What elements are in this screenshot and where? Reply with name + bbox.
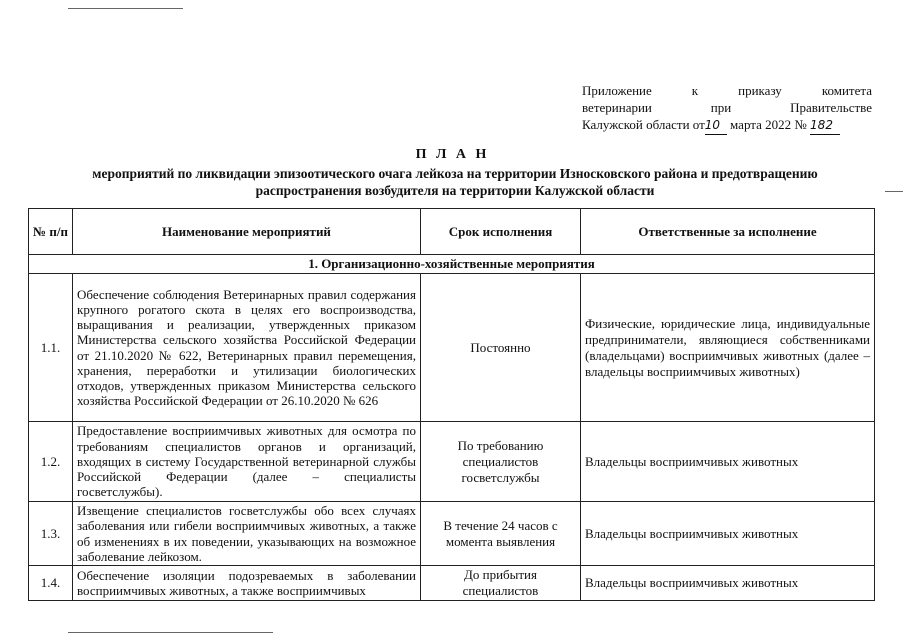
row-activity: Предоставление восприимчивых животных для осмотра по требованиям специалистов органов и организаций, входящих в систему Государственной ветеринарной службы Российской Федерации (далее – специалисты госветслужбы). [73, 422, 421, 502]
scan-artifact-top-line [68, 8, 183, 9]
appendix-note [582, 82, 872, 135]
scan-artifact-bottom-line [68, 632, 273, 633]
row-number: 1.4. [29, 566, 73, 601]
row-activity: Обеспечение соблюдения Ветеринарных правил содержания крупного рогатого скота в целях его воспроизводства, выращивания и реализации, утвержденных приказом Министерства сельского хозяйства Российской Федерации от 21.10.2020 № 622, Ветеринарных правил перемещения, хранения, переработки и утилизации биологических отходов, утвержденных приказом Министерства сельского хозяйства Российской Федерации от 26.10.2020 № 626 [73, 274, 421, 422]
plan-table [28, 208, 875, 601]
scan-artifact-right-line [885, 191, 903, 192]
subtitle-line-1: мероприятий по ликвидации эпизоотического очага лейкоза на территории Износковского района и предотвращению [92, 166, 818, 181]
appendix-line-3-prefix: Калужской области от [582, 117, 705, 132]
row-activity: Извещение специалистов госветслужбы обо всех случаях заболевания или гибели восприимчивых животных, а также об изменениях в их поведении, указывающих на возможное заболевание лейкозом. [73, 502, 421, 566]
row-responsible: Владельцы восприимчивых животных [581, 502, 875, 566]
row-term: По требованию специалистов госветслужбы [421, 422, 581, 502]
row-activity: Обеспечение изоляции подозреваемых в заболевании восприимчивых животных, а также восприимчивых [73, 566, 421, 601]
row-responsible: Владельцы восприимчивых животных [581, 422, 875, 502]
row-responsible: Физические, юридические лица, индивидуальные предприниматели, являющиеся собственниками (владельцами) восприимчивых животных (далее – владельцы восприимчивых животных) [581, 274, 875, 422]
table-row [29, 566, 875, 601]
appendix-line-3-mid: марта 2022 № [730, 117, 807, 132]
row-term: До прибытия специалистов [421, 566, 581, 601]
handwritten-order-number: 182 [810, 116, 840, 135]
document-subtitle [40, 165, 870, 199]
row-number: 1.1. [29, 274, 73, 422]
table-row [29, 422, 875, 502]
header-num: № п/п [29, 209, 73, 255]
row-number: 1.3. [29, 502, 73, 566]
subtitle-line-2: распространения возбудителя на территории Калужской области [255, 183, 655, 198]
row-number: 1.2. [29, 422, 73, 502]
row-term: Постоянно [421, 274, 581, 422]
appendix-line-1: Приложение к приказу комитета [582, 83, 872, 98]
section-row [29, 255, 875, 274]
header-term: Срок исполнения [421, 209, 581, 255]
table-header-row [29, 209, 875, 255]
row-term: В течение 24 часов с момента выявления [421, 502, 581, 566]
document-title: П Л А Н [415, 147, 490, 162]
table-row [29, 274, 875, 422]
header-responsible: Ответственные за исполнение [581, 209, 875, 255]
header-name: Наименование мероприятий [73, 209, 421, 255]
handwritten-date-day: 10 [705, 116, 727, 135]
appendix-line-3 [582, 116, 872, 135]
table-row [29, 502, 875, 566]
appendix-line-2: ветеринарии при Правительстве [582, 100, 872, 115]
row-responsible: Владельцы восприимчивых животных [581, 566, 875, 601]
section-title: 1. Организационно-хозяйственные мероприятия [29, 255, 875, 274]
